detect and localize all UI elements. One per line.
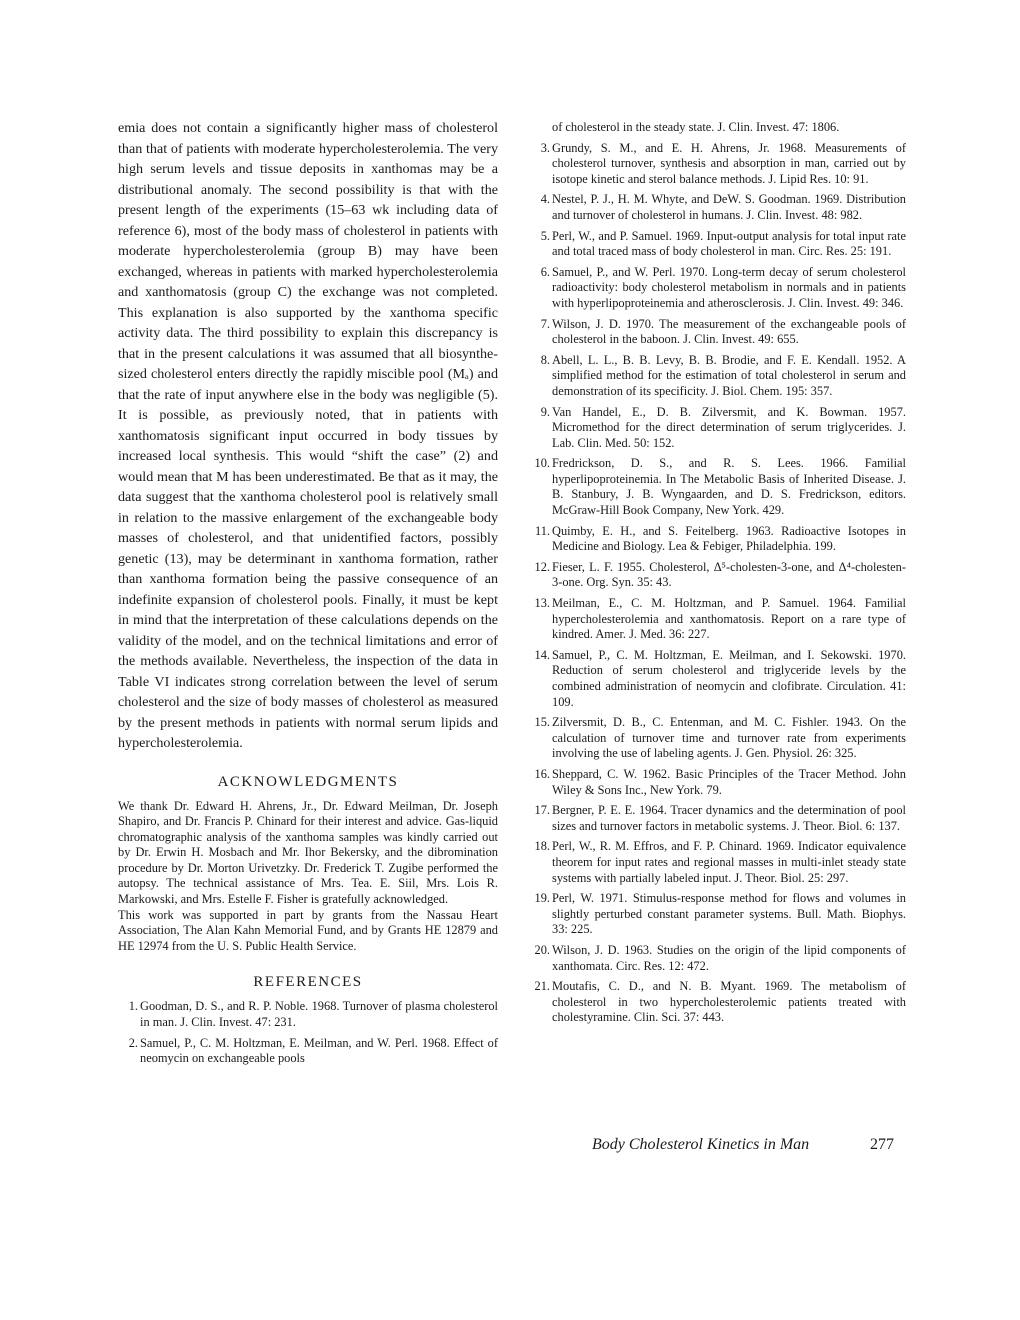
reference-number: 7.: [540, 316, 550, 331]
reference-number: 12.: [534, 559, 550, 574]
page-number: 277: [870, 1136, 894, 1153]
reference-item: [118, 999, 498, 1030]
reference-item: [530, 803, 906, 834]
reference-text: Abell, L. L., B. B. Levy, B. B. Brodie, and F. E. Kendall. 1952. A simplified method for the estimation of total cholesterol in serum and demonstration of its specificity. J. Biol. Chem. 195: 357.: [552, 352, 906, 398]
reference-item: [530, 405, 906, 452]
right-column: [530, 120, 906, 1031]
reference-item: [530, 456, 906, 518]
reference-text: Samuel, P., C. M. Holtzman, E. Meilman, and I. Sekowski. 1970. Reduction of serum cholesterol and triglyceride levels by the combined administration of neomycin and clofibrate. Circulation. 41: 109.: [552, 647, 906, 709]
reference-item: [530, 767, 906, 798]
reference-number: 3.: [540, 140, 550, 155]
reference-item: [530, 524, 906, 555]
left-column: [118, 118, 498, 1072]
reference-number: 6.: [540, 264, 550, 279]
reference-item: [530, 560, 906, 591]
reference-number: 17.: [534, 803, 550, 818]
reference-item: [530, 596, 906, 643]
reference-number: 15.: [534, 715, 550, 730]
reference-item: [530, 979, 906, 1026]
reference-number: 18.: [534, 839, 550, 854]
reference-item: [530, 192, 906, 223]
references-heading: REFERENCES: [253, 974, 363, 991]
funding-paragraph: This work was supported in part by grants from the Nassau Heart Association, The Alan Kahn Memorial Fund, and by Grants HE 12879 and HE 12974 from the U. S. Public Health Service.: [118, 907, 498, 953]
reference-item: [530, 648, 906, 710]
reference-text: Perl, W. 1971. Stimulus-response method for flows and volumes in slightly perturbed constant parameter systems. Bull. Math. Biophys. 33: 225.: [552, 891, 906, 937]
reference-item: [530, 943, 906, 974]
reference-number: 10.: [534, 456, 550, 471]
reference-text: Wilson, J. D. 1963. Studies on the origin of the lipid components of xanthomata. Circ. Res. 12: 472.: [552, 942, 906, 973]
reference-item: [118, 1036, 498, 1067]
reference-number: 16.: [534, 766, 550, 781]
reference-text: Samuel, P., and W. Perl. 1970. Long-term decay of serum cholesterol radioactivity: body cholesterol metabolism in normals and in patients with hyperlipoproteinemia and atherosclerosis. J. Clin. Invest. 49: 346.: [552, 264, 906, 310]
reference-item: [530, 265, 906, 312]
reference-text: Grundy, S. M., and E. H. Ahrens, Jr. 1968. Measurements of cholesterol turnover, synthesis and absorption in man, carried out by isotope kinetic and sterol balance methods. J. Lipid Res. 10: 91.: [552, 140, 906, 186]
reference-text: Quimby, E. H., and S. Feitelberg. 1963. Radioactive Isotopes in Medicine and Biology. Lea & Febiger, Philadelphia. 199.: [552, 523, 906, 554]
reference-item: [530, 353, 906, 400]
reference-list-left: [118, 999, 498, 1066]
reference-number: 2.: [128, 1035, 138, 1050]
reference-item: [530, 229, 906, 260]
reference-text: Goodman, D. S., and R. P. Noble. 1968. Turnover of plasma cholesterol in man. J. Clin. Invest. 47: 231.: [140, 999, 498, 1030]
reference-text: Meilman, E., C. M. Holtzman, and P. Samuel. 1964. Familial hypercholesterolemia and xanthomatosis. Report on a rare type of kindred. Amer. J. Med. 36: 227.: [552, 596, 906, 642]
reference-text: Samuel, P., C. M. Holtzman, E. Meilman, and W. Perl. 1968. Effect of neomycin on exchangeable pools: [140, 1035, 498, 1066]
reference-item: [530, 141, 906, 188]
reference-number: 8.: [540, 352, 550, 367]
reference-continuation: of cholesterol in the steady state. J. Clin. Invest. 47: 1806.: [552, 120, 840, 134]
reference-number: 4.: [540, 192, 550, 207]
reference-number: 1.: [128, 999, 138, 1014]
reference-text: Nestel, P. J., H. M. Whyte, and DeW. S. Goodman. 1969. Distribution and turnover of cholesterol in humans. J. Clin. Invest. 48: 982.: [552, 192, 906, 222]
reference-item: [530, 839, 906, 886]
reference-text: Bergner, P. E. E. 1964. Tracer dynamics and the determination of pool sizes and turnover factors in metabolic systems. J. Theor. Biol. 6: 137.: [552, 803, 906, 833]
reference-number: 11.: [534, 523, 550, 538]
reference-text: Fredrickson, D. S., and R. S. Lees. 1966. Familial hyperlipoproteinemia. In The Metabolic Basis of Inherited Disease. J. B. Stanbury, J. B. Wyngaarden, and D. S. Fredrickson, editors. McGraw-Hill Book Company, New York. 429.: [552, 456, 906, 518]
page-footer: [592, 1136, 902, 1154]
reference-number: 9.: [540, 404, 550, 419]
reference-text: Perl, W., and P. Samuel. 1969. Input-output analysis for total input rate and total traced mass of body cholesterol in man. Circ. Res. 25: 191.: [552, 228, 906, 259]
discussion-paragraph: emia does not contain a significantly higher mass of cholesterol than that of patients with moderate hypercholesterolemia. The very high serum levels and tissue deposits in xanthomas may be a distributional anomaly. The second possibility is that with the present length of the experiments (15–63 wk including data of reference 6), most of the body mass of cholesterol in patients with moderate hypercholesterolemia (group B) may have been exchanged, whereas in patients with marked hypercholesterolemia and xanthomatosis (group C) the exchange was not completed. This explanation is also supported by the xanthoma specific activity data. The third possibility to explain this discrepancy is that in the present calculations it was assumed that all biosynthesized cholesterol enters directly the rapidly miscible pool (Mₐ) and that the rate of input anywhere else in the body was negligible (5). It is possible, as previously noted, that in patients with xanthomatosis significant input occurred in body tissues by increased local synthesis. This would “shift the case” (2) and would mean that M has been underestimated. Be that as it may, the data suggest that the xanthoma cholesterol pool is relatively small in relation to the massive enlargement of the exchangeable body masses of cholesterol, and that unidentified factors, possibly genetic (13), may be determinant in xanthoma formation, rather than xanthoma formation being the passive consequence of an indefinite expansion of cholesterol pools. Finally, it must be kept in mind that the interpretation of these calculations depends on the validity of the model, and on the technical limitations and error of the methods available. Nevertheless, the inspection of the data in Table VI indicates strong correlation between the level of serum cholesterol and the size of body masses of cholesterol as measured by the present methods in patients with normal serum lipids and hypercholesterolemia.: [118, 120, 498, 751]
acknowledgments-heading: ACKNOWLEDGMENTS: [217, 773, 399, 790]
reference-text: Wilson, J. D. 1970. The measurement of the exchangeable pools of cholesterol in the baboon. J. Clin. Invest. 49: 655.: [552, 316, 906, 347]
reference-number: 5.: [540, 228, 550, 243]
reference-number: 14.: [534, 647, 550, 662]
reference-number: 13.: [534, 596, 550, 611]
reference-text: Van Handel, E., D. B. Zilversmit, and K. Bowman. 1957. Micromethod for the direct determination of serum triglycerides. J. Lab. Clin. Med. 50: 152.: [552, 404, 906, 450]
reference-number: 19.: [534, 891, 550, 906]
reference-text: Zilversmit, D. B., C. Entenman, and M. C. Fishler. 1943. On the calculation of turnover time and turnover rate from experiments involving the use of labeling agents. J. Gen. Physiol. 26: 325.: [552, 715, 906, 761]
reference-text: Perl, W., R. M. Effros, and F. P. Chinard. 1969. Indicator equivalence theorem for input rates and regional masses in multi-inlet steady state systems with partially labeled input. J. Theor. Biol. 25: 297.: [552, 839, 906, 885]
reference-list-right: [530, 141, 906, 1026]
reference-number: 21.: [534, 979, 550, 994]
reference-item: [530, 317, 906, 348]
reference-item: [530, 715, 906, 762]
reference-text: Fieser, L. F. 1955. Cholesterol, Δ⁵-cholesten-3-one, and Δ⁴-cholesten-3-one. Org. Syn. 35: 43.: [552, 559, 906, 590]
running-title: Body Cholesterol Kinetics in Man: [592, 1136, 810, 1153]
reference-text: Sheppard, C. W. 1962. Basic Principles of the Tracer Method. John Wiley & Sons Inc., New York. 79.: [552, 766, 906, 797]
acknowledgments-paragraph: We thank Dr. Edward H. Ahrens, Jr., Dr. Edward Meilman, Dr. Joseph Shapiro, and Dr. Francis P. Chinard for their interest and advice. Gas-liquid chromatographic analysis of the xanthoma samples was kindly carried out by Dr. Erwin H. Mosbach and Mr. Ihor Bekersky, and the dibromination procedure by Dr. Morton Urivetzky. Dr. Frederick T. Zugibe performed the autopsy. The technical assistance of Mrs. Tea. E. Siil, Mrs. Lois R. Markowski, and Mrs. Estelle F. Fisher is gratefully acknowledged.: [118, 798, 498, 907]
reference-text: Moutafis, C. D., and N. B. Myant. 1969. The metabolism of cholesterol in two hypercholesterolemic patients treated with cholestyramine. Clin. Sci. 37: 443.: [552, 979, 906, 1025]
reference-item: [530, 891, 906, 938]
reference-number: 20.: [534, 942, 550, 957]
